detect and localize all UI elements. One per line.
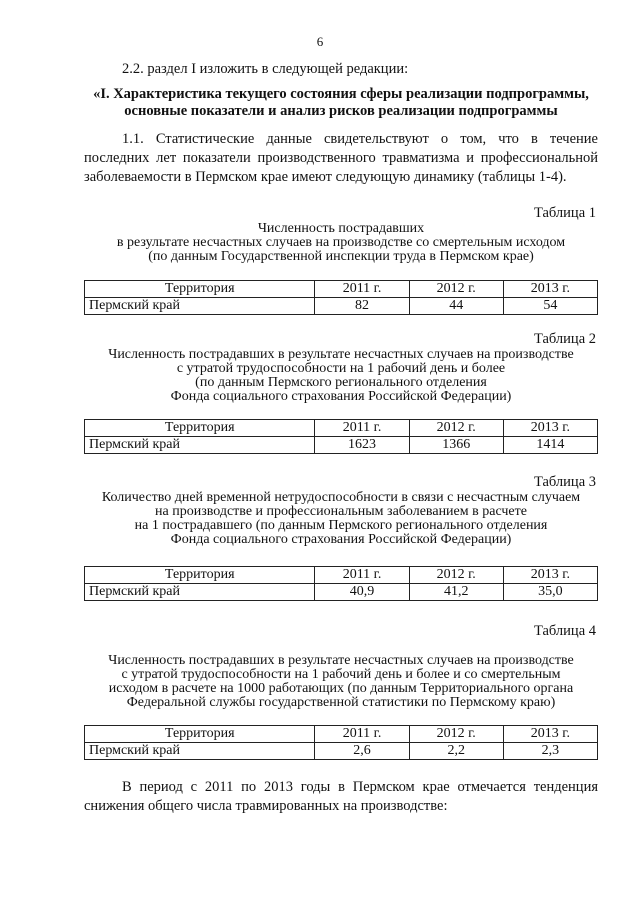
- table-1-label: Таблица 1: [533, 205, 596, 221]
- header-cell: Территория: [85, 281, 315, 298]
- territory-cell: Пермский край: [85, 298, 315, 315]
- table-3-label: Таблица 3: [533, 474, 596, 490]
- header-cell: 2011 г.: [315, 726, 409, 743]
- table-title-line: Численность пострадавших: [257, 221, 425, 236]
- table-header-row: [85, 281, 598, 298]
- table-4: [84, 725, 598, 760]
- table-header-row: [85, 420, 598, 437]
- table-title-line: исходом в расчете на 1000 работающих (по данным Территориального органа: [108, 681, 574, 696]
- header-cell: 2012 г.: [409, 420, 503, 437]
- table-row: [85, 437, 598, 454]
- table-header-row: [85, 726, 598, 743]
- table-title-line: на производстве и профессиональным заболеванием в расчете: [155, 504, 527, 519]
- table-title-line: Численность пострадавших в результате несчастных случаев на производстве: [108, 347, 574, 362]
- table-title-line: Фонда социального страхования Российской Федерации): [170, 532, 512, 547]
- header-cell: 2011 г.: [315, 567, 409, 584]
- table-title-line: (по данным Пермского регионального отделения: [195, 375, 487, 390]
- table-row: [85, 298, 598, 315]
- value-cell: 1414: [503, 437, 597, 454]
- table-title-line: с утратой трудоспособности на 1 рабочий день и более и со смертельным: [121, 667, 561, 682]
- table-4-title: [84, 654, 598, 710]
- territory-cell: Пермский край: [85, 584, 315, 601]
- table-1-title: [84, 222, 598, 264]
- section-heading: [84, 86, 598, 120]
- table-title-line: Фонда социального страхования Российской Федерации): [170, 389, 512, 404]
- value-cell: 44: [409, 298, 503, 315]
- table-title-line: с утратой трудоспособности на 1 рабочий день и более: [176, 361, 506, 376]
- intro-paragraph: 2.2. раздел I изложить в следующей редакции:: [122, 61, 409, 77]
- value-cell: 41,2: [409, 584, 503, 601]
- header-cell: 2012 г.: [409, 567, 503, 584]
- table-2-title: [84, 348, 598, 404]
- header-cell: 2012 г.: [409, 726, 503, 743]
- section-heading-line: основные показатели и анализ рисков реализации подпрограммы: [124, 103, 558, 119]
- table-3: [84, 566, 598, 601]
- header-cell: 2011 г.: [315, 281, 409, 298]
- value-cell: 40,9: [315, 584, 409, 601]
- table-row: [85, 743, 598, 760]
- table-3-title: [84, 491, 598, 547]
- page-number: 6: [316, 34, 324, 49]
- value-cell: 35,0: [503, 584, 597, 601]
- header-cell: 2013 г.: [503, 281, 597, 298]
- header-cell: 2011 г.: [315, 420, 409, 437]
- table-row: [85, 584, 598, 601]
- header-cell: 2013 г.: [503, 567, 597, 584]
- table-header-row: [85, 567, 598, 584]
- value-cell: 1366: [409, 437, 503, 454]
- value-cell: 2,2: [409, 743, 503, 760]
- header-cell: Территория: [85, 726, 315, 743]
- value-cell: 54: [503, 298, 597, 315]
- table-title-line: Численность пострадавших в результате несчастных случаев на производстве: [108, 653, 574, 668]
- header-cell: 2012 г.: [409, 281, 503, 298]
- header-cell: 2013 г.: [503, 726, 597, 743]
- statistics-paragraph: 1.1. Статистические данные свидетельствуют о том, что в течение последних лет показатели производственного травматизма и профессиональной заболеваемости в Пермском крае имеют следующую динамику (таблицы 1-4).: [84, 131, 598, 185]
- territory-cell: Пермский край: [85, 437, 315, 454]
- value-cell: 82: [315, 298, 409, 315]
- territory-cell: Пермский край: [85, 743, 315, 760]
- table-title-line: Количество дней временной нетрудоспособности в связи с несчастным случаем: [101, 490, 581, 505]
- closing-paragraph: В период с 2011 по 2013 годы в Пермском крае отмечается тенденция снижения общего числа травмированных на производстве:: [84, 779, 598, 814]
- table-1: [84, 280, 598, 315]
- section-heading-line: «I. Характеристика текущего состояния сферы реализации подпрограммы,: [93, 86, 589, 102]
- header-cell: Территория: [85, 567, 315, 584]
- value-cell: 2,3: [503, 743, 597, 760]
- table-2-label: Таблица 2: [533, 331, 596, 347]
- table-title-line: Федеральной службы государственной статистики по Пермскому краю): [126, 695, 556, 710]
- value-cell: 2,6: [315, 743, 409, 760]
- table-title-line: на 1 пострадавшего (по данным Пермского регионального отделения: [134, 518, 548, 533]
- table-title-line: (по данным Государственной инспекции труда в Пермском крае): [148, 249, 534, 264]
- table-title-line: в результате несчастных случаев на производстве со смертельным исходом: [116, 235, 566, 250]
- header-cell: 2013 г.: [503, 420, 597, 437]
- table-4-label: Таблица 4: [533, 623, 596, 639]
- value-cell: 1623: [315, 437, 409, 454]
- table-2: [84, 419, 598, 454]
- header-cell: Территория: [85, 420, 315, 437]
